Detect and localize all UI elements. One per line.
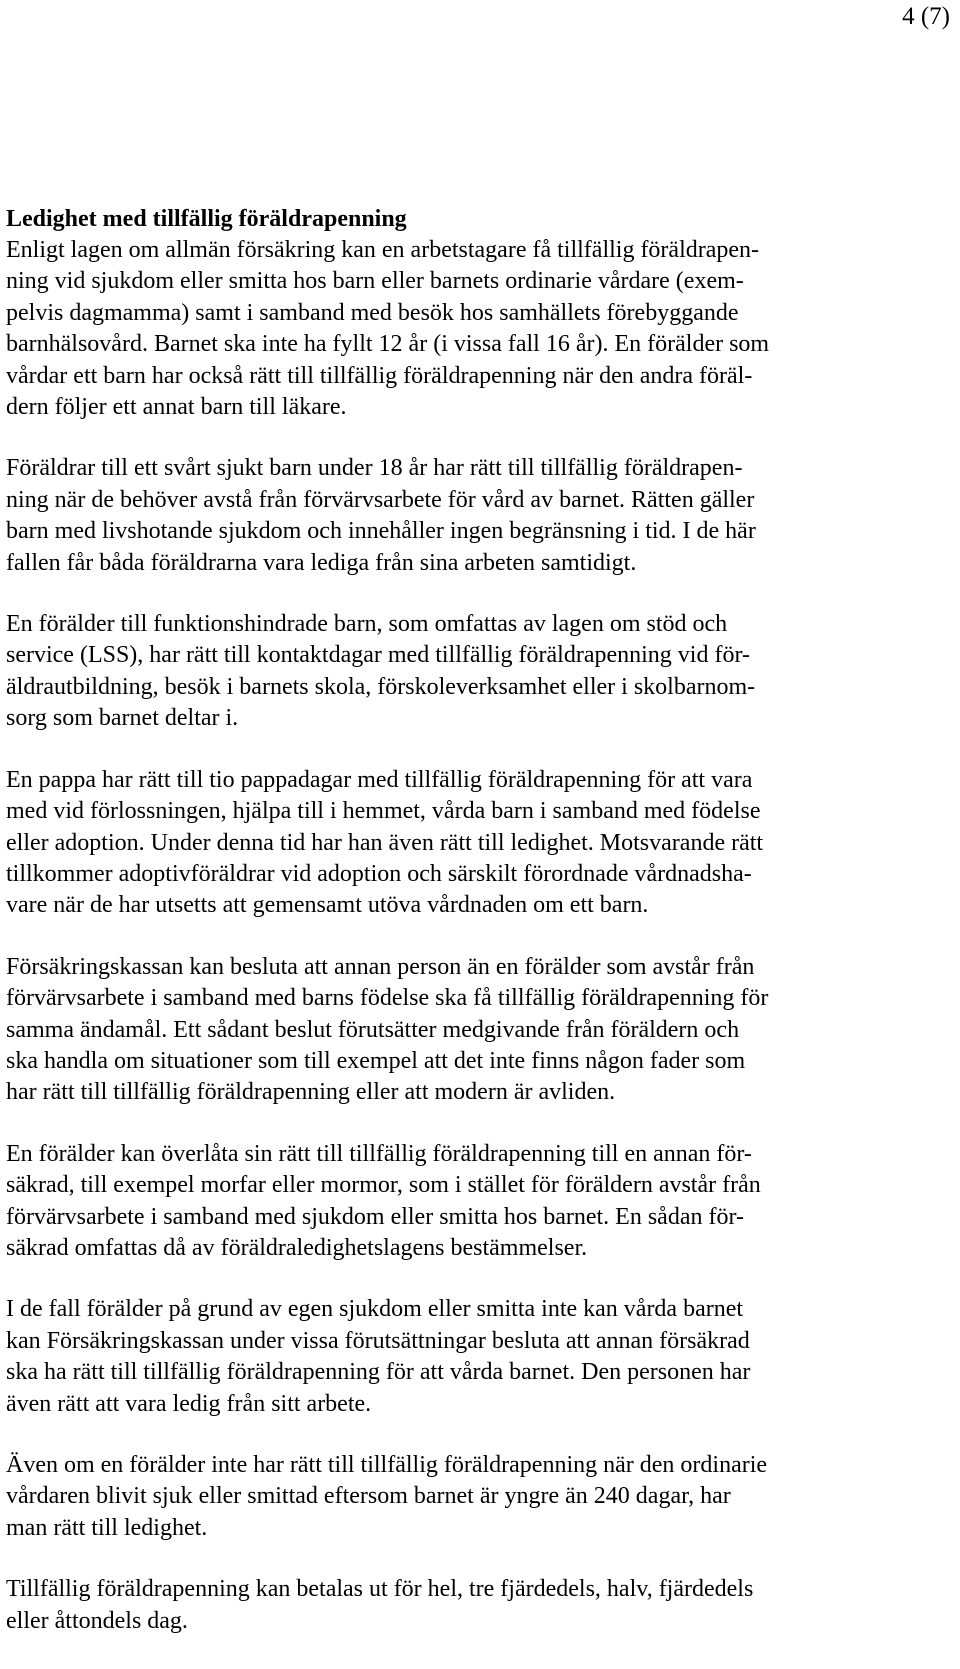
paragraph-line: kan Försäkringskassan under vissa förutsättningar besluta att annan försäkrad: [6, 1327, 750, 1354]
paragraph-line: vare när de har utsetts att gemensamt utöva vårdnaden om ett barn.: [6, 892, 649, 919]
paragraph-line: Tillfällig föräldrapenning kan betalas ut för hel, tre fjärdedels, halv, fjärdedels: [6, 1576, 754, 1603]
paragraph-line: säkrad, till exempel morfar eller mormor, som i stället för föräldern avstår från: [6, 1172, 761, 1199]
paragraph-line: med vid förlossningen, hjälpa till i hemmet, vårda barn i samband med födelse: [6, 798, 761, 825]
paragraph-line: service (LSS), har rätt till kontaktdagar med tillfällig föräldrapenning vid för-: [6, 642, 750, 669]
paragraph: [6, 1574, 896, 1637]
paragraph-line: Enligt lagen om allmän försäkring kan en arbetstagare få tillfällig föräldrapen-: [6, 237, 760, 263]
paragraph: [6, 952, 896, 1109]
paragraph: [6, 765, 896, 922]
paragraph-line: eller adoption. Under denna tid har han även rätt till ledighet. Motsvarande rätt: [6, 829, 764, 856]
paragraph-line: Försäkringskassan kan besluta att annan person än en förälder som avstår från: [6, 953, 755, 980]
paragraph-line: förvärvsarbete i samband med sjukdom eller smitta hos barnet. En sådan för-: [6, 1203, 744, 1230]
paragraph-line: En pappa har rätt till tio pappadagar med tillfällig föräldrapenning för att vara: [6, 766, 753, 793]
paragraph: [6, 1139, 896, 1265]
paragraph-line: ning när de behöver avstå från förvärvsarbete för vård av barnet. Rätten gäller: [6, 486, 755, 513]
paragraph-line: pelvis dagmamma) samt i samband med besök hos samhällets förebyggande: [6, 299, 739, 326]
paragraph-line: tillkommer adoptivföräldrar vid adoption och särskilt förordnade vårdnadsha-: [6, 860, 752, 887]
paragraph-line: ska handla om situationer som till exempel att det inte finns någon fader som: [6, 1047, 746, 1074]
paragraph-line: ska ha rätt till tillfällig föräldrapenning för att vårda barnet. Den personen har: [6, 1359, 751, 1386]
paragraph: [6, 453, 896, 579]
paragraph-line: Föräldrar till ett svårt sjukt barn under 18 år har rätt till tillfällig föräldrapen-: [6, 455, 743, 482]
paragraph-line: sorg som barnet deltar i.: [6, 705, 239, 732]
paragraph-line: barn med livshotande sjukdom och innehåller ingen begränsning i tid. I de här: [6, 518, 756, 545]
paragraph-line: barnhälsovård. Barnet ska inte ha fyllt 12 år (i vissa fall 16 år). En förälder som: [6, 331, 770, 358]
paragraph-line: vårdar ett barn har också rätt till tillfällig föräldrapenning när den andra föräl-: [6, 362, 753, 389]
paragraph-line: fallen får båda föräldrarna vara lediga från sina arbeten samtidigt.: [6, 549, 637, 576]
paragraph-line: En förälder till funktionshindrade barn, som omfattas av lagen om stöd och: [6, 611, 728, 638]
section-heading: Ledighet med tillfällig föräldrapenning: [6, 206, 407, 232]
paragraph-line: samma ändamål. Ett sådant beslut förutsätter medgivande från föräldern och: [6, 1016, 740, 1043]
paragraph-line: äldrautbildning, besök i barnets skola, förskoleverksamhet eller i skolbarnom-: [6, 673, 756, 700]
paragraph-line: har rätt till tillfällig föräldrapenning eller att modern är avliden.: [6, 1079, 616, 1106]
paragraph-list: [6, 235, 896, 1637]
document-body: [6, 204, 896, 1667]
paragraph-line: dern följer ett annat barn till läkare.: [6, 394, 347, 421]
paragraph: [6, 1450, 896, 1544]
paragraph-line: eller åttondels dag.: [6, 1607, 188, 1634]
paragraph-line: man rätt till ledighet.: [6, 1514, 208, 1541]
paragraph-line: vårdaren blivit sjuk eller smittad eftersom barnet är yngre än 240 dagar, har: [6, 1483, 731, 1510]
paragraph-line: Även om en förälder inte har rätt till tillfällig föräldrapenning när den ordinarie: [6, 1452, 768, 1478]
paragraph-line: ning vid sjukdom eller smitta hos barn eller barnets ordinarie vårdare (exem-: [6, 268, 744, 295]
paragraph: [6, 235, 896, 423]
paragraph-line: säkrad omfattas då av föräldraledighetslagens bestämmelser.: [6, 1234, 588, 1261]
paragraph-line: I de fall förälder på grund av egen sjukdom eller smitta inte kan vårda barnet: [6, 1296, 744, 1323]
page-number: 4 (7): [902, 3, 950, 30]
paragraph-line: även rätt att vara ledig från sitt arbete.: [6, 1390, 372, 1417]
paragraph-line: förvärvsarbete i samband med barns födelse ska få tillfällig föräldrapenning för: [6, 985, 769, 1012]
paragraph: [6, 1294, 896, 1420]
paragraph: [6, 609, 896, 735]
paragraph-line: En förälder kan överlåta sin rätt till tillfällig föräldrapenning till en annan för-: [6, 1140, 752, 1167]
